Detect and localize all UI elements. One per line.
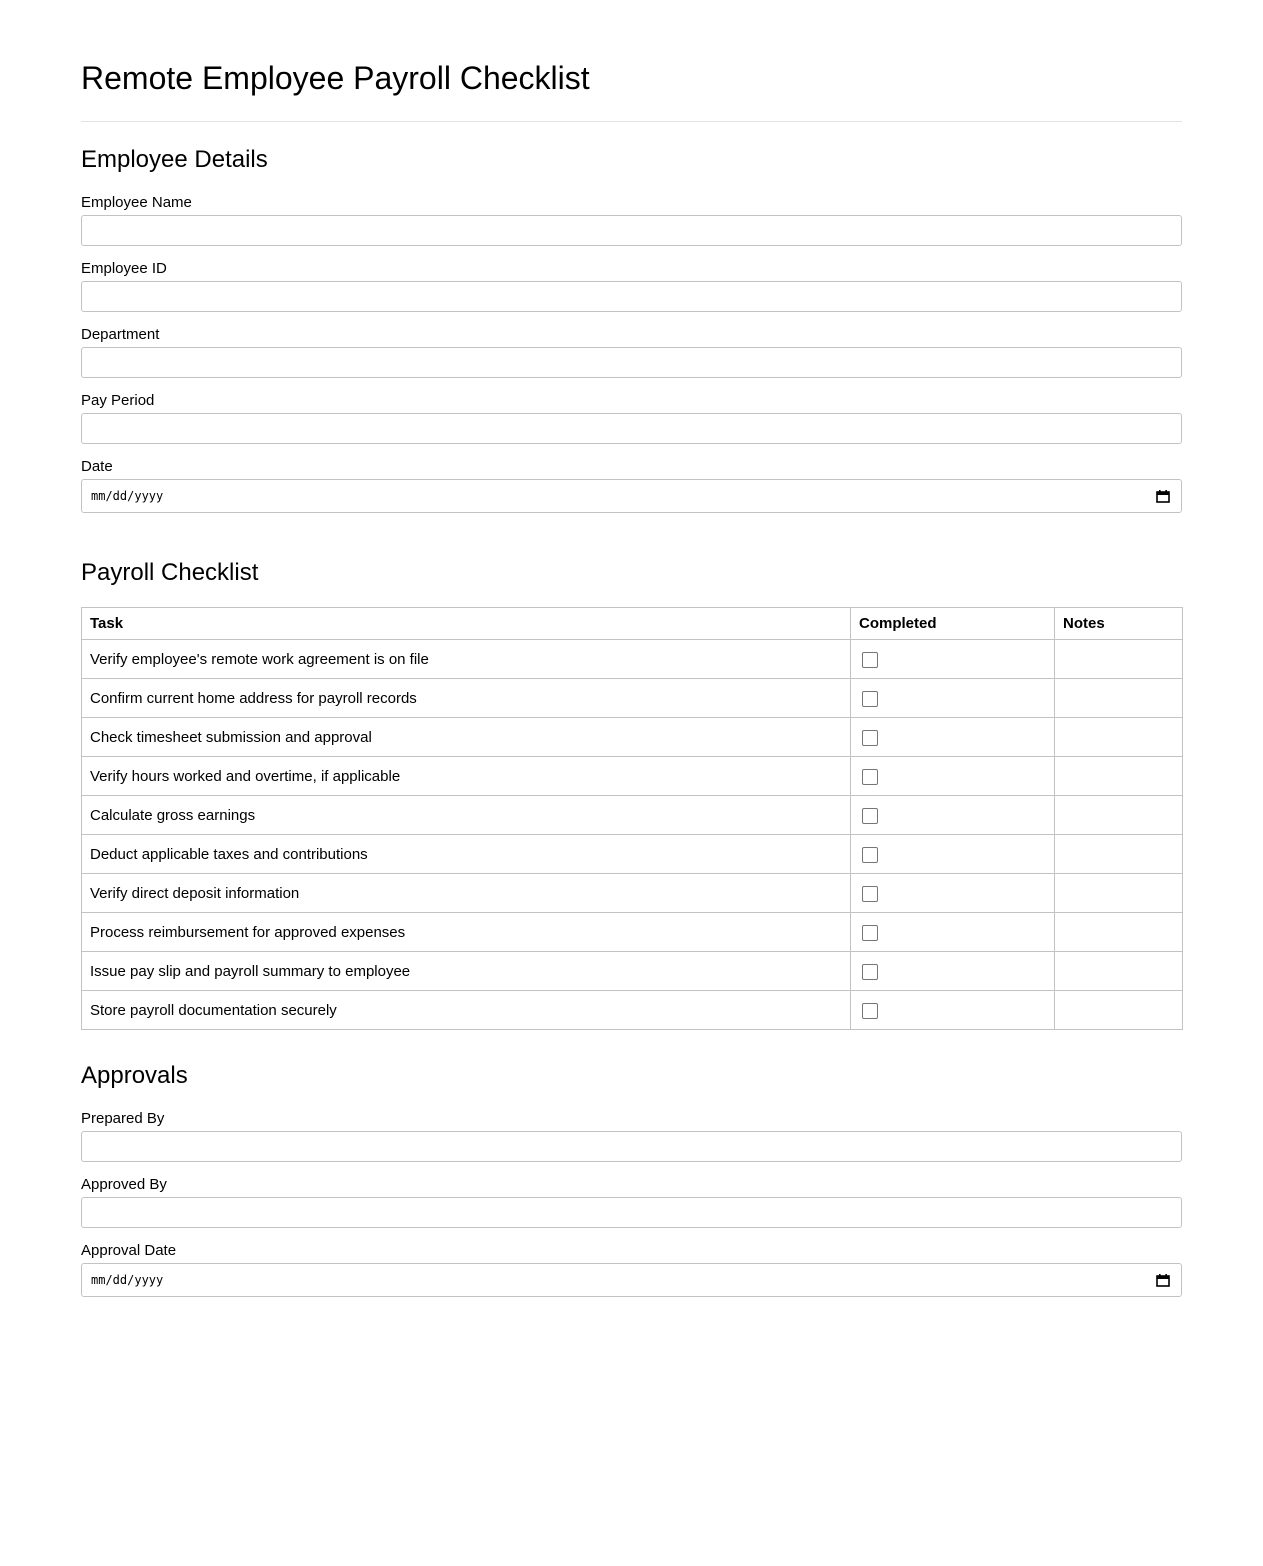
table-row [82,874,1183,913]
completed-cell [851,718,1055,757]
title-divider [81,121,1182,122]
table-row [82,757,1183,796]
notes-cell[interactable] [1055,718,1183,757]
pay-period-input[interactable] [81,413,1182,444]
approvals-heading: Approvals [81,1062,188,1089]
column-header-notes: Notes [1055,608,1183,640]
employee-name-input[interactable] [81,215,1182,246]
employee-name-label: Employee Name [81,194,192,211]
employee-id-input[interactable] [81,281,1182,312]
task-cell: Deduct applicable taxes and contributions [82,835,851,874]
date-input[interactable] [81,479,1182,513]
completed-cell [851,913,1055,952]
notes-cell[interactable] [1055,874,1183,913]
notes-cell[interactable] [1055,640,1183,679]
completed-cell [851,874,1055,913]
notes-cell[interactable] [1055,796,1183,835]
approval-date-input[interactable] [81,1263,1182,1297]
calendar-icon[interactable] [1156,490,1170,503]
completed-checkbox[interactable] [862,769,878,785]
task-cell: Issue pay slip and payroll summary to employee [82,952,851,991]
payroll-checklist-table [81,607,1183,1030]
notes-cell[interactable] [1055,835,1183,874]
completed-cell [851,679,1055,718]
column-header-task: Task [82,608,851,640]
completed-checkbox[interactable] [862,730,878,746]
completed-cell [851,796,1055,835]
date-placeholder: mm/dd/yyyy [91,489,164,503]
page-title: Remote Employee Payroll Checklist [81,60,590,96]
task-cell: Confirm current home address for payroll records [82,679,851,718]
table-row [82,991,1183,1030]
completed-checkbox[interactable] [862,652,878,668]
completed-checkbox[interactable] [862,925,878,941]
pay-period-label: Pay Period [81,392,155,409]
table-row [82,796,1183,835]
notes-cell[interactable] [1055,991,1183,1030]
completed-cell [851,757,1055,796]
prepared-by-label: Prepared By [81,1110,165,1127]
date-label: Date [81,458,113,475]
completed-checkbox[interactable] [862,886,878,902]
completed-checkbox[interactable] [862,808,878,824]
completed-checkbox[interactable] [862,847,878,863]
task-cell: Verify direct deposit information [82,874,851,913]
department-input[interactable] [81,347,1182,378]
employee-id-label: Employee ID [81,260,167,277]
employee-details-heading: Employee Details [81,146,268,173]
notes-cell[interactable] [1055,952,1183,991]
completed-checkbox[interactable] [862,1003,878,1019]
task-cell: Process reimbursement for approved expenses [82,913,851,952]
calendar-icon[interactable] [1156,1274,1170,1287]
completed-checkbox[interactable] [862,964,878,980]
notes-cell[interactable] [1055,679,1183,718]
task-cell: Calculate gross earnings [82,796,851,835]
prepared-by-input[interactable] [81,1131,1182,1162]
table-header-row [82,608,1183,640]
completed-cell [851,952,1055,991]
approved-by-input[interactable] [81,1197,1182,1228]
table-row [82,679,1183,718]
completed-cell [851,991,1055,1030]
task-cell: Check timesheet submission and approval [82,718,851,757]
task-cell: Verify employee's remote work agreement is on file [82,640,851,679]
payroll-checklist-heading: Payroll Checklist [81,559,259,586]
table-row [82,952,1183,991]
approval-date-label: Approval Date [81,1242,177,1259]
notes-cell[interactable] [1055,757,1183,796]
column-header-completed: Completed [851,608,1055,640]
task-cell: Verify hours worked and overtime, if applicable [82,757,851,796]
completed-cell [851,835,1055,874]
completed-checkbox[interactable] [862,691,878,707]
table-row [82,718,1183,757]
approval-date-placeholder: mm/dd/yyyy [91,1273,164,1287]
table-row [82,835,1183,874]
table-row [82,913,1183,952]
approved-by-label: Approved By [81,1176,167,1193]
department-label: Department [81,326,160,343]
completed-cell [851,640,1055,679]
notes-cell[interactable] [1055,913,1183,952]
task-cell: Store payroll documentation securely [82,991,851,1030]
table-row [82,640,1183,679]
